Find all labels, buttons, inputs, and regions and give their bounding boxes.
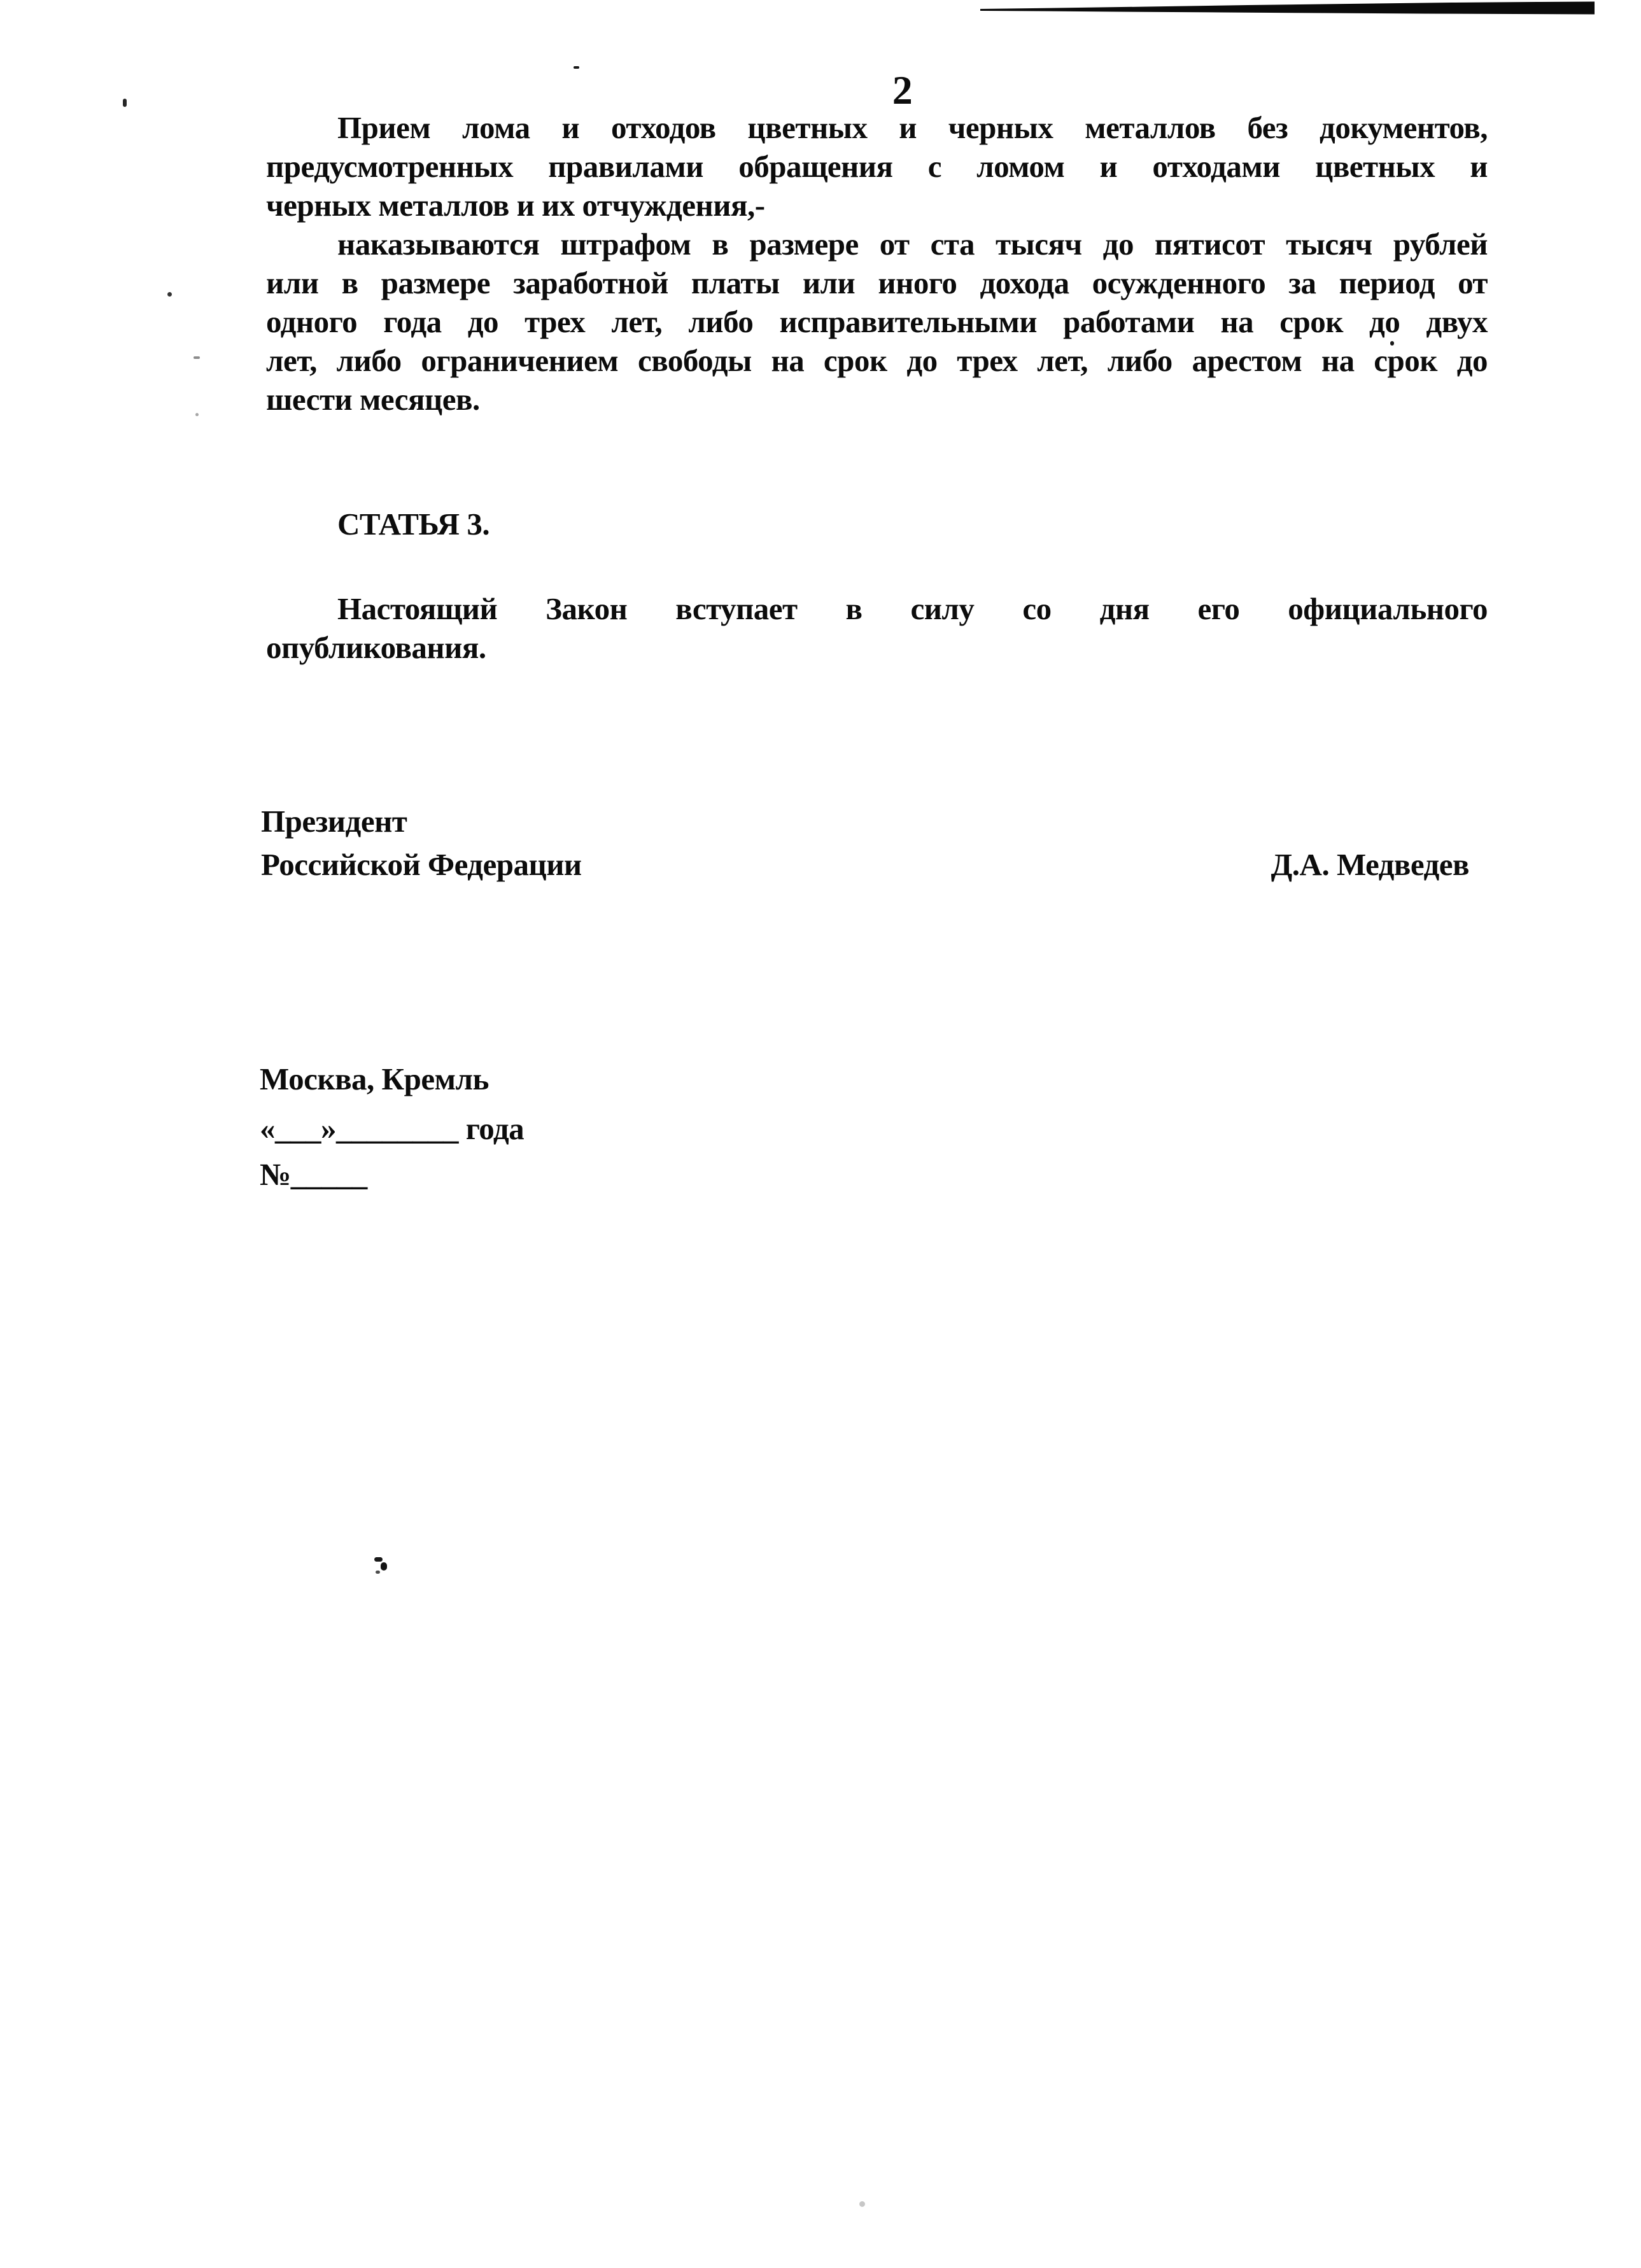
streak-shape [980, 2, 1595, 15]
left-margin-tick [123, 99, 127, 107]
body-text [266, 108, 1488, 419]
page-number: 2 [892, 67, 913, 113]
ink-blot-main [381, 1562, 387, 1571]
ink-blot-top [374, 1557, 383, 1562]
text-line: лет, либо ограничением свободы на срок до трех лет, либо арестом на срок до [266, 343, 1488, 378]
date-suffix: года [458, 1111, 525, 1146]
scanner-streak-artifact [980, 1, 1604, 17]
number-blank: _____ [290, 1157, 367, 1192]
closing-paragraph [266, 589, 1488, 667]
open-guillemet: « [260, 1111, 275, 1146]
signature-title-line1: Президент [261, 804, 407, 839]
signature-title-line2: Российской Федерации [261, 847, 582, 882]
close-guillemet: » [321, 1111, 336, 1146]
left-margin-dash [194, 356, 200, 359]
text-line: черных металлов и их отчуждения,- [266, 188, 765, 223]
bottom-center-speck [859, 2201, 865, 2207]
footer-place: Москва, Кремль [260, 1061, 489, 1096]
text-line: или в размере заработной платы или иного дохода осужденного за период от [266, 265, 1488, 300]
date-blank-month: ________ [336, 1111, 458, 1146]
numero-sign: № [260, 1157, 291, 1192]
text-line: опубликования. [266, 630, 486, 665]
date-blank-day: ___ [275, 1111, 321, 1146]
article-heading: СТАТЬЯ 3. [337, 507, 490, 542]
ink-blot-tail [376, 1571, 380, 1574]
left-margin-dot [167, 292, 172, 297]
text-line: шести месяцев. [266, 382, 480, 417]
footer-number-line [260, 1155, 367, 1194]
text-line: предусмотренных правилами обращения с ломом и отходами цветных и [266, 149, 1488, 184]
header-speck-dash [574, 66, 579, 69]
text-line: Прием лома и отходов цветных и черных металлов без документов, [337, 110, 1488, 145]
text-line: наказываются штрафом в размере от ста тысяч до пятисот тысяч рублей [337, 227, 1488, 262]
text-line: Настоящий Закон вступает в силу со дня его официального [337, 591, 1488, 626]
text-line: одного года до трех лет, либо исправительными работами на срок до двух [266, 304, 1488, 339]
footer-date-line [260, 1109, 524, 1148]
signature-row [261, 845, 1488, 884]
left-margin-speck [195, 413, 199, 416]
signature-name: Д.А. Медведев [1271, 847, 1469, 882]
